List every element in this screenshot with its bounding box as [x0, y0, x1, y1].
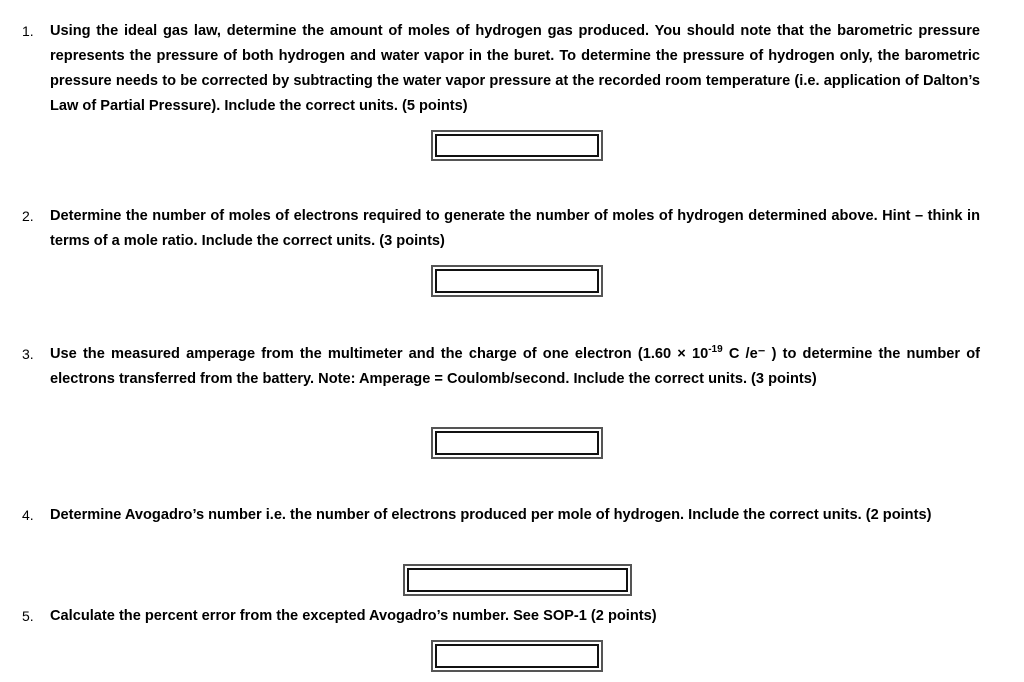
answer-input-3[interactable] [435, 431, 599, 455]
question-number: 4. [22, 507, 34, 523]
answer-input-4[interactable] [407, 568, 628, 592]
question-4 [22, 503, 980, 528]
question-2 [22, 204, 980, 254]
answer-box-5 [431, 640, 603, 672]
question-text-part: Use the measured amperage from the multimeter and the charge of one electron (1.60 × 10 [50, 346, 709, 362]
question-text: Calculate the percent error from the excepted Avogadro’s number. See SOP-1 (2 points) [50, 608, 657, 624]
question-text [50, 342, 980, 392]
answer-box-4 [403, 564, 632, 596]
answer-input-5[interactable] [435, 644, 599, 668]
question-5 [22, 604, 980, 629]
question-number: 2. [22, 208, 34, 224]
answer-box-2 [431, 265, 603, 297]
answer-input-1[interactable] [435, 134, 599, 157]
answer-input-2[interactable] [435, 269, 599, 293]
answer-box-1 [431, 130, 603, 161]
question-number: 3. [22, 346, 34, 362]
question-text: Using the ideal gas law, determine the amount of moles of hydrogen gas produced. You should note that the barometric pressure represents the pressure of both hydrogen and water vapor in the buret. To determine the pressure of hydrogen only, the barometric pressure needs to be corrected by subtracting the water vapor pressure at the recorded room temperature (i.e. application of Dalton’s Law of Partial Pressure). Include the correct units. (5 points) [50, 23, 980, 114]
question-1 [22, 19, 980, 119]
question-text: Determine the number of moles of electrons required to generate the number of moles of hydrogen determined above. Hint – think in terms of a mole ratio. Include the correct units. (3 points) [50, 208, 980, 249]
exponent: -19 [708, 344, 723, 356]
question-number: 1. [22, 23, 34, 39]
question-text-part: C /e⁻ ) to determine the number of electrons transferred from the battery. Note: Amperage = Coulomb/second. Include the correct units. (3 points) [50, 346, 980, 387]
question-number: 5. [22, 608, 34, 624]
question-3 [22, 342, 980, 392]
answer-box-3 [431, 427, 603, 459]
question-text: Determine Avogadro’s number i.e. the number of electrons produced per mole of hydrogen. Include the correct units. (2 points) [50, 507, 932, 523]
